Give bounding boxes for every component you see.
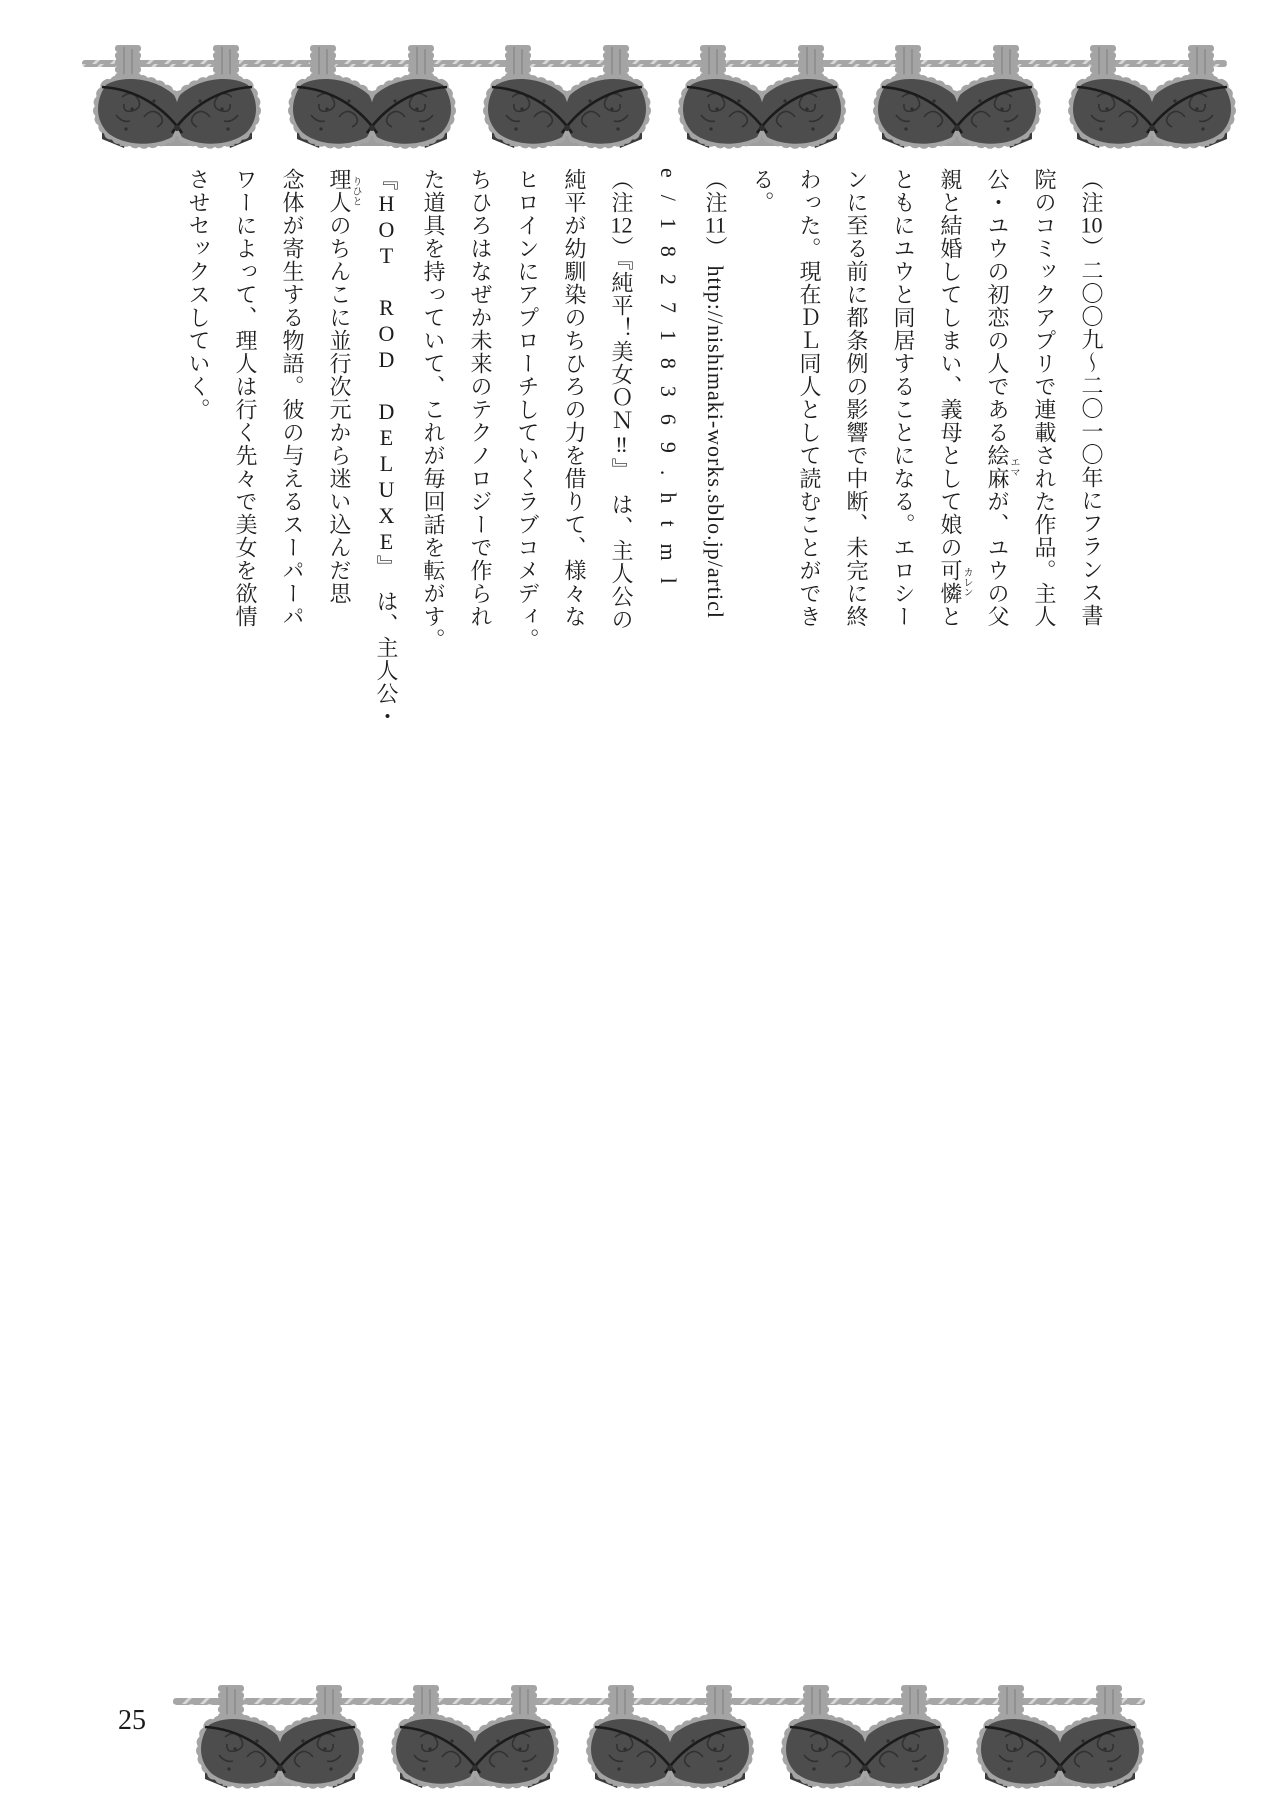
text-column [1021, 168, 1068, 683]
text-column [504, 168, 551, 683]
text-run: させセックスしていく。 [186, 168, 211, 421]
text-column [222, 168, 269, 683]
ruby-annotated-name: 理人りひと [327, 168, 361, 214]
text-run: のちんこに並行次元から迷い込んだ思 [327, 214, 352, 605]
url-text: http://nishimaki-works.sblo.jp/articl [703, 265, 728, 620]
note-number: 12 [610, 214, 633, 236]
text-run: ちひろはなぜか未来のテクノロジーで作られ [468, 168, 493, 628]
text-run: （注 [703, 168, 728, 214]
text-column [410, 168, 457, 683]
page-number: 25 [118, 1705, 146, 1736]
text-column [551, 168, 598, 683]
text-column [786, 168, 833, 683]
text-column [927, 168, 974, 683]
text-run: ンに至る前に都条例の影響で中断、未完に終 [844, 168, 869, 628]
text-run: 『 [374, 168, 399, 191]
text-column [739, 168, 786, 683]
text-column [692, 168, 739, 683]
text-run: 院のコミックアプリで連載された作品。主人 [1032, 168, 1057, 628]
text-column [645, 168, 692, 683]
top-clothesline [0, 0, 1280, 160]
text-run: ‼ [609, 432, 634, 458]
text-run: と [938, 605, 963, 628]
text-run: HOT ROD DELUXE [374, 191, 399, 555]
text-column [598, 168, 645, 683]
text-run: ワーによって、理人は行く先々で美女を欲情 [233, 168, 258, 628]
text-run: ）二〇〇九〜二〇一〇年にフランス書 [1079, 236, 1104, 627]
text-column [316, 168, 363, 683]
text-run: る。 [750, 168, 775, 214]
text-run: （注 [1079, 168, 1104, 214]
text-column [1068, 168, 1115, 683]
text-run: 念体が寄生する物語。彼の与えるスーパーパ [280, 168, 305, 628]
text-run: ）『純平！美女ＯＮ [609, 236, 634, 432]
text-run: 』 は、主人公の [609, 458, 634, 631]
note-number: 10 [1080, 214, 1103, 236]
text-run: ） [703, 236, 728, 266]
text-column [880, 168, 927, 683]
text-run: が、ユウの父 [985, 490, 1010, 628]
text-column [363, 168, 410, 728]
text-run: 親と結婚してしまい、義母として娘の [938, 168, 963, 559]
note-number: 11 [704, 214, 727, 236]
text-run: 純平が幼馴染のちひろの力を借りて、様々な [562, 168, 587, 628]
ruby-annotated-name: 絵麻エマ [985, 444, 1019, 490]
text-column [175, 168, 222, 683]
url-text: e/182718369.html [656, 168, 681, 601]
text-column [974, 168, 1021, 683]
text-run: ヒロインにアプローチしていくラブコメディ。 [515, 168, 540, 651]
text-run: た道具を持っていて、これが毎回話を転がす。 [421, 168, 446, 651]
text-run: （注 [609, 168, 634, 214]
text-run: 』 は、主人公・ [374, 555, 399, 728]
bottom-clothesline [0, 1680, 1280, 1816]
text-column [269, 168, 316, 683]
clothesline-rope [82, 60, 1227, 67]
text-run: 公・ユウの初恋の人である [985, 168, 1010, 444]
footnotes-block [175, 168, 1115, 728]
text-column [833, 168, 880, 683]
text-run: わった。現在ＤＬ同人として読むことができ [797, 168, 822, 628]
ruby-annotated-name: 可憐カレン [938, 559, 972, 605]
text-column [457, 168, 504, 683]
text-run: ともにユウと同居することになる。エロシー [891, 168, 916, 628]
